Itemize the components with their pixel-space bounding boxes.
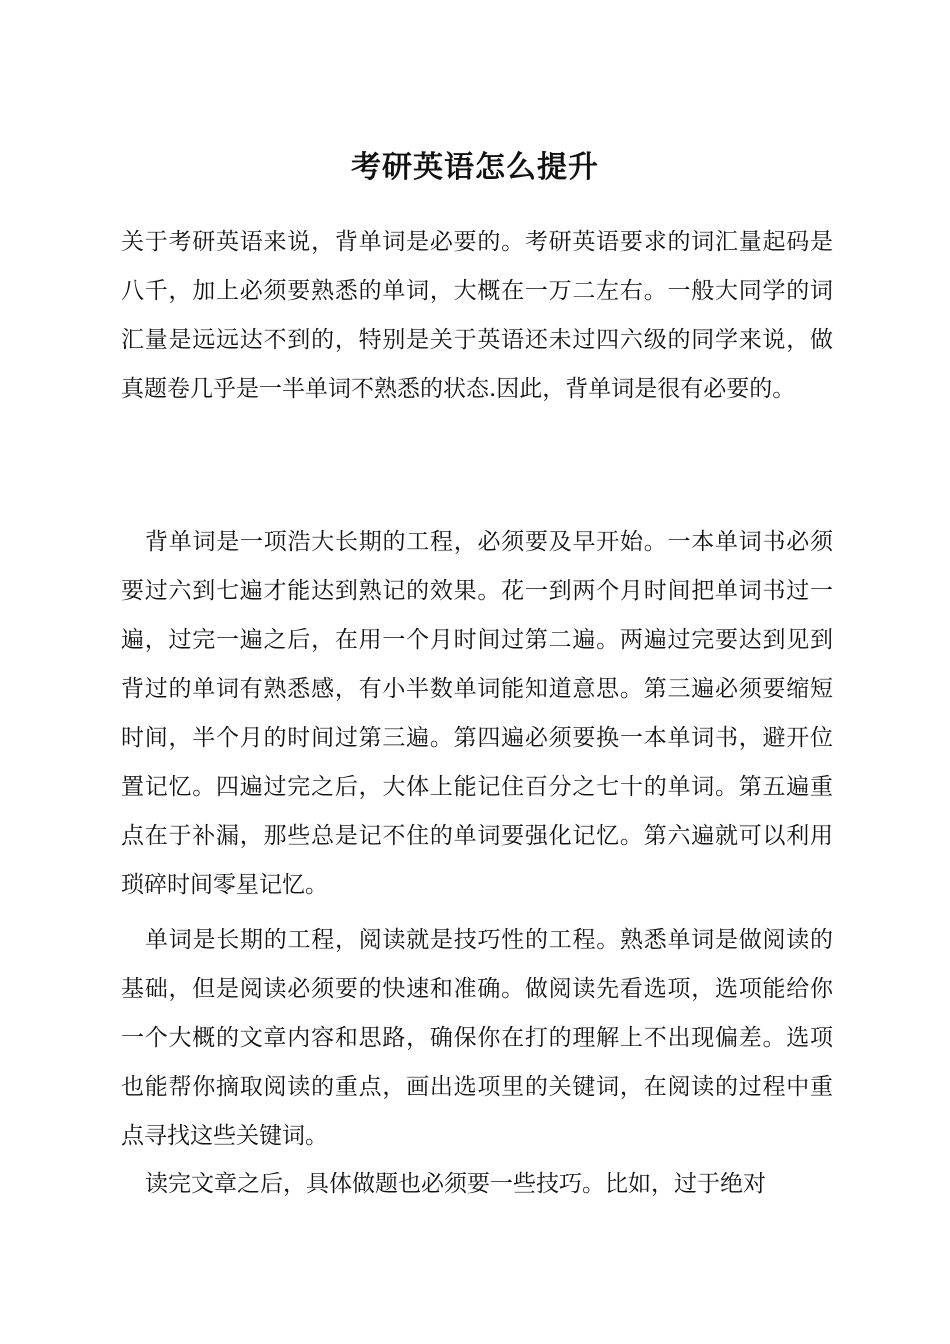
paragraph-vocabulary-intro: 关于考研英语来说，背单词是必要的。考研英语要求的词汇量起码是八千，加上必须要熟悉的单词，大概在一万二左右。一般大同学的词汇量是远远达不到的，特别是关于英语还未过四六级的同学来说，做真题卷几乎是一半单词不熟悉的状态.因此，背单词是很有必要的。: [121, 229, 833, 402]
paragraph-memorization-plan: 背单词是一项浩大长期的工程，必须要及早开始。一本单词书必须要过六到七遍才能达到熟记的效果。花一到两个月时间把单词书过一遍，过完一遍之后，在用一个月时间过第二遍。两遍过完要达到见到背过的单词有熟悉感，有小半数单词能知道意思。第三遍必须要缩短时间，半个月的时间过第三遍。第四遍必须要换一本单词书，避开位置记忆。四遍过完之后，大体上能记住百分之七十的单词。第五遍重点在于补漏，那些总是记不住的单词要强化记忆。第六遍就可以利用琐碎时间零星记忆。: [121, 529, 833, 898]
paragraph-reading-skills: 单词是长期的工程，阅读就是技巧性的工程。熟悉单词是做阅读的基础，但是阅读必须要的快速和准确。做阅读先看选项，选项能给你一个大概的文章内容和思路，确保你在打的理解上不出现偏差。选项也能帮你摘取阅读的重点，画出选项里的关键词，在阅读的过程中重点寻找这些关键词。: [121, 927, 833, 1149]
paragraph-answering-tips: 读完文章之后，具体做题也必须要一些技巧。比如，过于绝对: [145, 1171, 766, 1197]
document-title: 考研英语怎么提升: [351, 150, 599, 185]
